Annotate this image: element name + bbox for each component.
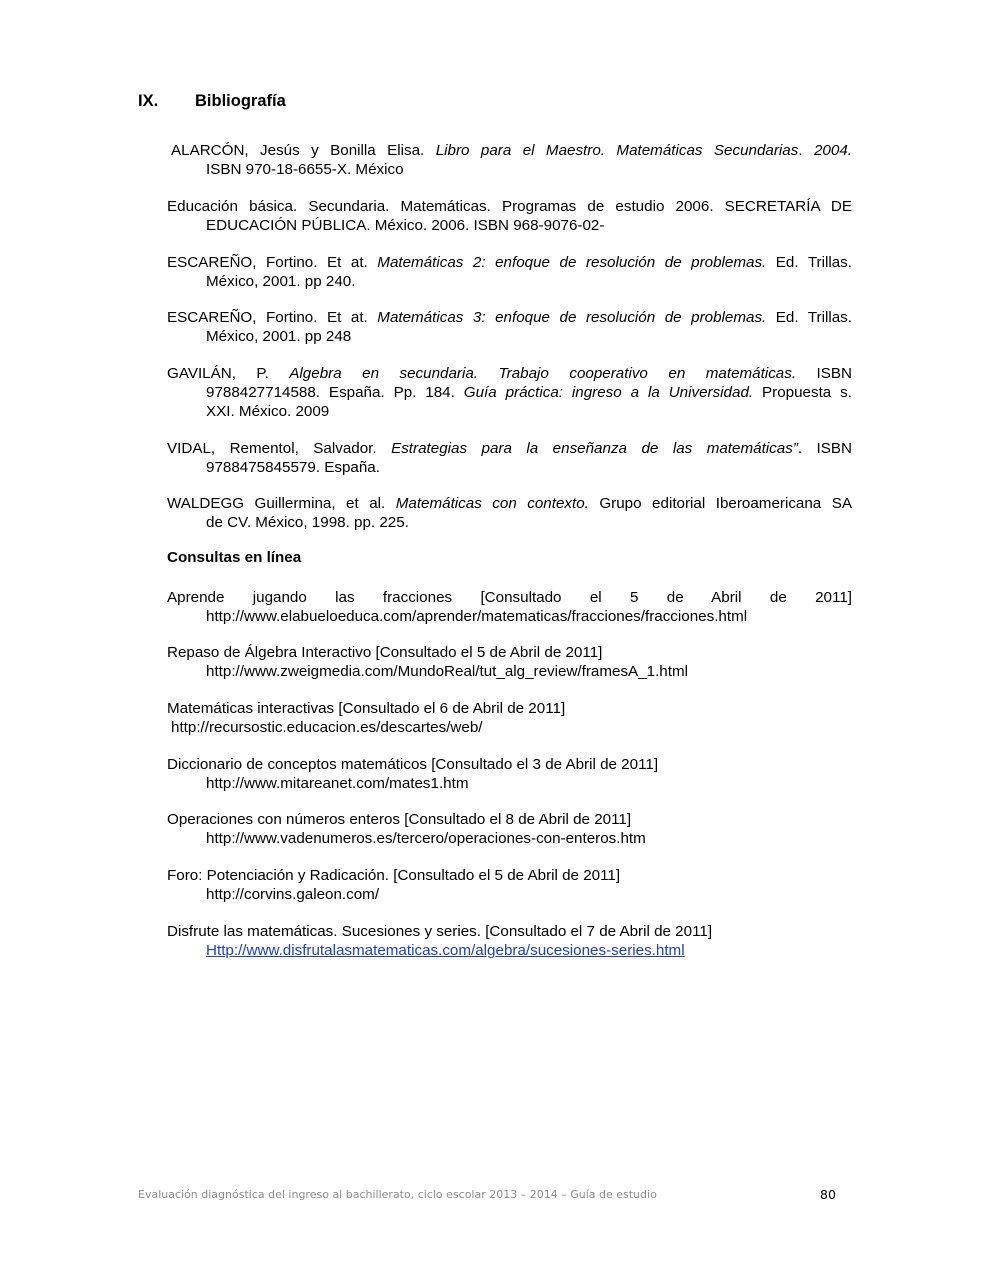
online-source-entry: Foro: Potenciación y Radicación. [Consultado el 5 de Abril de 2011] http://corvins.galeon.com/: [167, 867, 621, 903]
online-source-entry: Operaciones con números enteros [Consultado el 8 de Abril de 2011] http://www.vadenumeros.es/tercero/operaciones-con-enteros.htm: [167, 811, 646, 847]
online-sources-heading: Consultas en línea: [167, 549, 302, 566]
reference-entry: Educación básica. Secundaria. Matemáticas. Programas de estudio 2006. SECRETARÍA DE EDUCACIÓN PÚBLICA. México. 2006. ISBN 968-9076-02-: [167, 198, 852, 234]
online-source-entry: Disfrute las matemáticas. Sucesiones y series. [Consultado el 7 de Abril de 2011] Http://www.disfrutalasmatematicas.com/algebra/sucesiones-series.html: [167, 923, 713, 959]
online-source-entry: Matemáticas interactivas [Consultado el 6 de Abril de 2011] http://recursostic.educacion.es/descartes/web/: [167, 700, 566, 736]
online-source-entry: Aprende jugando las fracciones [Consultado el 5 de Abril de 2011] http://www.elabueloeduca.com/aprender/matematicas/fracciones/fracciones.html: [167, 589, 852, 625]
reference-entry: WALDEGG Guillermina, et al. Matemáticas con contexto. Grupo editorial Iberoamericana SA de CV. México, 1998. pp. 225.: [167, 495, 852, 531]
reference-entry: ESCAREÑO, Fortino. Et at. Matemáticas 2: enfoque de resolución de problemas. Ed. Trillas. México, 2001. pp 240.: [167, 254, 852, 290]
reference-entry: VIDAL, Rementol, Salvador. Estrategias para la enseñanza de las matemáticas”. ISBN 9788475845579. España.: [167, 440, 852, 476]
page-footer: Evaluación diagnóstica del ingreso al bachillerato, ciclo escolar 2013 – 2014 – Guía de estudio: [138, 1188, 657, 1201]
section-title: Bibliografía: [195, 92, 286, 110]
section-number: IX.: [138, 92, 159, 110]
hyperlink[interactable]: Http://www.disfrutalasmatematicas.com/algebra/sucesiones-series.html: [206, 942, 685, 959]
section-heading: [138, 92, 286, 111]
page-number: 80: [820, 1187, 836, 1202]
reference-entry: ALARCÓN, Jesús y Bonilla Elisa. Libro para el Maestro. Matemáticas Secundarias. 2004. ISBN 970-18-6655-X. México: [171, 142, 852, 178]
online-source-entry: Diccionario de conceptos matemáticos [Consultado el 3 de Abril de 2011] http://www.mitareanet.com/mates1.htm: [167, 756, 659, 792]
reference-entry: GAVILÁN, P. Algebra en secundaria. Trabajo cooperativo en matemáticas. ISBN 9788427714588. España. Pp. 184. Guía práctica: ingreso a la Universidad. Propuesta s. XXI. México. 2009: [167, 365, 852, 420]
reference-entry: ESCAREÑO, Fortino. Et at. Matemáticas 3: enfoque de resolución de problemas. Ed. Trillas. México, 2001. pp 248: [167, 309, 852, 345]
online-source-entry: Repaso de Álgebra Interactivo [Consultado el 5 de Abril de 2011] http://www.zweigmedia.com/MundoReal/tut_alg_review/framesA_1.html: [167, 644, 688, 680]
